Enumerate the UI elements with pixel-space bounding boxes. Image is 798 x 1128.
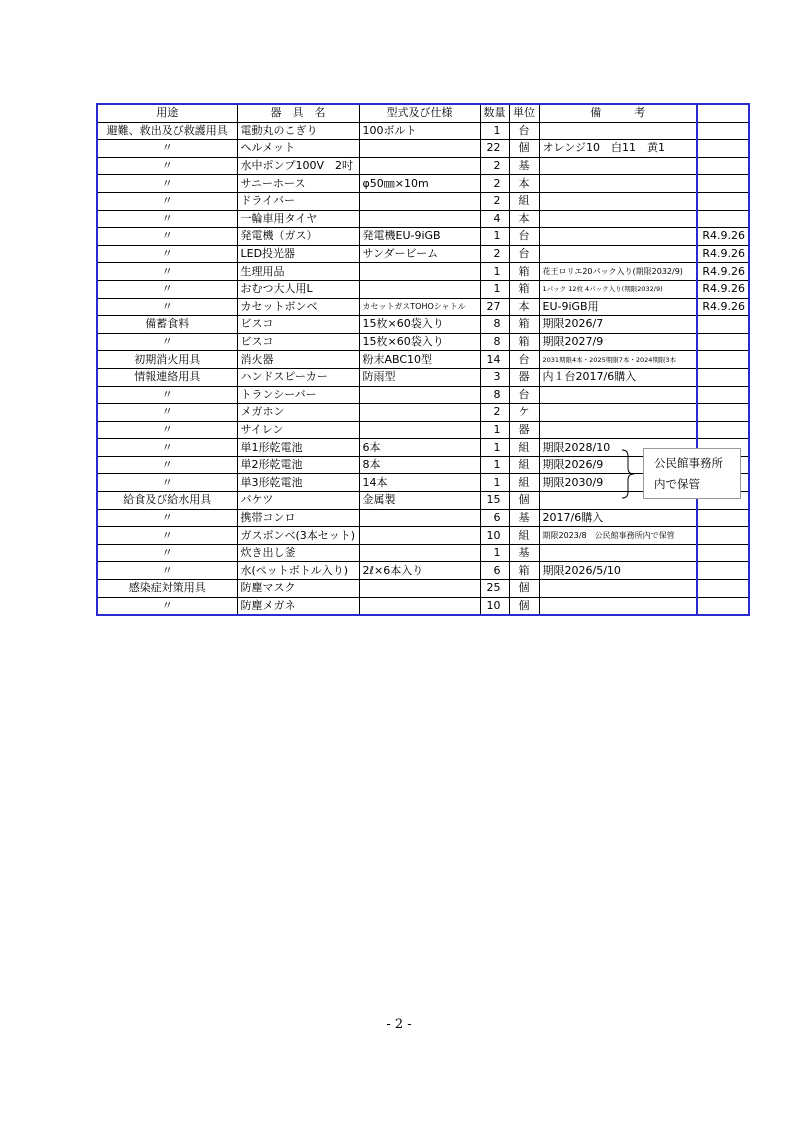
- cell-extra: [697, 140, 749, 158]
- cell-extra: R4.9.26: [697, 298, 749, 316]
- page-number: - 2 -: [386, 1017, 412, 1032]
- table-row: [97, 580, 749, 598]
- cell-use: 〃: [97, 597, 237, 615]
- cell-name: 水中ポンプ100V 2吋: [237, 157, 359, 175]
- cell-qty: 6: [480, 562, 509, 580]
- cell-unit: 器: [509, 368, 539, 386]
- cell-name: ビスコ: [237, 316, 359, 334]
- cell-qty: 8: [480, 316, 509, 334]
- cell-model: [359, 210, 480, 228]
- cell-use: 〃: [97, 157, 237, 175]
- cell-extra: [697, 368, 749, 386]
- cell-name: メガホン: [237, 404, 359, 422]
- table-row: [97, 368, 749, 386]
- cell-use: 〃: [97, 263, 237, 281]
- cell-extra: [697, 562, 749, 580]
- cell-model: [359, 263, 480, 281]
- cell-unit: 個: [509, 580, 539, 598]
- cell-note: 期限2027/9: [539, 333, 697, 351]
- table-row: [97, 280, 749, 298]
- cell-use: 〃: [97, 333, 237, 351]
- cell-use: 〃: [97, 228, 237, 246]
- cell-name: トランシーバー: [237, 386, 359, 404]
- table-row: [97, 333, 749, 351]
- table-row: [97, 192, 749, 210]
- cell-unit: 組: [509, 192, 539, 210]
- cell-use: 〃: [97, 140, 237, 158]
- cell-note: EU-9iGB用: [539, 298, 697, 316]
- cell-qty: 27: [480, 298, 509, 316]
- cell-name: おむつ大人用L: [237, 280, 359, 298]
- cell-name: ヘルメット: [237, 140, 359, 158]
- cell-qty: 2: [480, 192, 509, 210]
- table-row: [97, 175, 749, 193]
- cell-name: 防塵マスク: [237, 580, 359, 598]
- cell-qty: 2: [480, 175, 509, 193]
- cell-unit: 箱: [509, 263, 539, 281]
- table-row: [97, 562, 749, 580]
- cell-qty: 4: [480, 210, 509, 228]
- cell-use: 情報連絡用具: [97, 368, 237, 386]
- cell-extra: R4.9.26: [697, 263, 749, 281]
- cell-unit: 箱: [509, 280, 539, 298]
- header-name: 器 具 名: [237, 104, 359, 122]
- cell-use: 〃: [97, 210, 237, 228]
- cell-extra: R4.9.26: [697, 228, 749, 246]
- cell-use: 初期消火用具: [97, 351, 237, 369]
- cell-qty: 3: [480, 368, 509, 386]
- cell-model: 粉末ABC10型: [359, 351, 480, 369]
- cell-name: 単2形乾電池: [237, 456, 359, 474]
- cell-use: 〃: [97, 544, 237, 562]
- cell-note: [539, 122, 697, 140]
- cell-qty: 25: [480, 580, 509, 598]
- cell-qty: 10: [480, 527, 509, 545]
- cell-model: [359, 140, 480, 158]
- cell-unit: 台: [509, 351, 539, 369]
- table-row: [97, 544, 749, 562]
- cell-name: ビスコ: [237, 333, 359, 351]
- cell-name: 発電機（ガス）: [237, 228, 359, 246]
- table-row: [97, 157, 749, 175]
- cell-unit: 組: [509, 527, 539, 545]
- cell-use: 〃: [97, 192, 237, 210]
- cell-note: [539, 386, 697, 404]
- cell-use: 〃: [97, 456, 237, 474]
- cell-name: 消火器: [237, 351, 359, 369]
- cell-use: 〃: [97, 421, 237, 439]
- cell-qty: 1: [480, 280, 509, 298]
- cell-model: [359, 527, 480, 545]
- cell-model: サンダービーム: [359, 245, 480, 263]
- cell-model: [359, 404, 480, 422]
- cell-note: 2017/6購入: [539, 509, 697, 527]
- cell-name: サニーホース: [237, 175, 359, 193]
- cell-note: 期限2026/5/10: [539, 562, 697, 580]
- cell-use: 〃: [97, 298, 237, 316]
- cell-unit: 箱: [509, 316, 539, 334]
- cell-model: [359, 597, 480, 615]
- table-header-row: [97, 104, 749, 122]
- cell-use: 備蓄食料: [97, 316, 237, 334]
- cell-model: [359, 544, 480, 562]
- cell-note: [539, 157, 697, 175]
- cell-model: カセットガスTOHOシャトル: [359, 298, 480, 316]
- cell-note: [539, 210, 697, 228]
- cell-name: 単1形乾電池: [237, 439, 359, 457]
- cell-qty: 8: [480, 333, 509, 351]
- cell-qty: 2: [480, 157, 509, 175]
- cell-unit: 箱: [509, 562, 539, 580]
- cell-unit: 基: [509, 157, 539, 175]
- cell-unit: ケ: [509, 404, 539, 422]
- table-row: [97, 122, 749, 140]
- cell-extra: [697, 122, 749, 140]
- cell-model: 15枚×60袋入り: [359, 333, 480, 351]
- cell-unit: 個: [509, 597, 539, 615]
- cell-qty: 14: [480, 351, 509, 369]
- cell-model: 防雨型: [359, 368, 480, 386]
- cell-qty: 1: [480, 263, 509, 281]
- cell-note: 内１台2017/6購入: [539, 368, 697, 386]
- cell-qty: 1: [480, 474, 509, 492]
- cell-use: 給食及び給水用具: [97, 492, 237, 510]
- cell-unit: 本: [509, 210, 539, 228]
- cell-extra: [697, 192, 749, 210]
- cell-note: [539, 175, 697, 193]
- header-unit: 単位: [509, 104, 539, 122]
- cell-use: 避難、救出及び救護用具: [97, 122, 237, 140]
- cell-extra: R4.9.26: [697, 245, 749, 263]
- cell-model: [359, 580, 480, 598]
- cell-extra: R4.9.26: [697, 280, 749, 298]
- cell-unit: 器: [509, 421, 539, 439]
- cell-model: 発電機EU-9iGB: [359, 228, 480, 246]
- inventory-table: [96, 103, 750, 616]
- cell-use: 〃: [97, 175, 237, 193]
- cell-extra: [697, 597, 749, 615]
- cell-qty: 6: [480, 509, 509, 527]
- cell-extra: [697, 544, 749, 562]
- cell-qty: 10: [480, 597, 509, 615]
- storage-note-box: [643, 448, 741, 499]
- cell-name: 生理用品: [237, 263, 359, 281]
- table-row: [97, 245, 749, 263]
- cell-unit: 個: [509, 140, 539, 158]
- cell-note: 花王ロリエ20パック入り(期限2032/9): [539, 263, 697, 281]
- cell-use: 〃: [97, 562, 237, 580]
- cell-qty: 1: [480, 544, 509, 562]
- cell-qty: 1: [480, 456, 509, 474]
- cell-note: [539, 192, 697, 210]
- cell-name: LED投光器: [237, 245, 359, 263]
- cell-extra: [697, 157, 749, 175]
- cell-extra: [697, 351, 749, 369]
- cell-name: 防塵メガネ: [237, 597, 359, 615]
- cell-unit: 箱: [509, 333, 539, 351]
- cell-name: カセットボンベ: [237, 298, 359, 316]
- cell-unit: 個: [509, 492, 539, 510]
- cell-model: 6本: [359, 439, 480, 457]
- cell-note: 期限2030/9: [539, 474, 697, 492]
- cell-note: オレンジ10 白11 黄1: [539, 140, 697, 158]
- cell-name: ドライバー: [237, 192, 359, 210]
- cell-use: 〃: [97, 245, 237, 263]
- cell-name: 一輪車用タイヤ: [237, 210, 359, 228]
- cell-unit: 組: [509, 474, 539, 492]
- table-row: [97, 210, 749, 228]
- table-row: [97, 404, 749, 422]
- cell-use: 〃: [97, 404, 237, 422]
- cell-model: 2ℓ×6本入り: [359, 562, 480, 580]
- cell-extra: [697, 333, 749, 351]
- table-row: [97, 527, 749, 545]
- storage-note-line2: 内で保管: [654, 477, 700, 491]
- table-row: [97, 298, 749, 316]
- cell-unit: 本: [509, 175, 539, 193]
- cell-unit: 基: [509, 544, 539, 562]
- cell-name: ハンドスピーカー: [237, 368, 359, 386]
- cell-note: 期限2026/7: [539, 316, 697, 334]
- table-row: [97, 263, 749, 281]
- cell-name: ガスボンベ(3本セット): [237, 527, 359, 545]
- cell-note: [539, 245, 697, 263]
- cell-qty: 15: [480, 492, 509, 510]
- header-note: 備 考: [539, 104, 697, 122]
- cell-unit: 台: [509, 245, 539, 263]
- cell-extra: [697, 527, 749, 545]
- cell-unit: 台: [509, 122, 539, 140]
- cell-note: [539, 228, 697, 246]
- cell-note: [539, 404, 697, 422]
- header-qty: 数量: [480, 104, 509, 122]
- cell-qty: 1: [480, 439, 509, 457]
- table-row: [97, 421, 749, 439]
- cell-extra: [697, 421, 749, 439]
- cell-unit: 基: [509, 509, 539, 527]
- header-model: 型式及び仕様: [359, 104, 480, 122]
- storage-note-line1: 公民館事務所: [654, 456, 723, 470]
- cell-note: 1パック 12枚 4パック入り(期限2032/9): [539, 280, 697, 298]
- cell-use: 〃: [97, 527, 237, 545]
- table-row: [97, 140, 749, 158]
- cell-unit: 台: [509, 228, 539, 246]
- cell-extra: [697, 580, 749, 598]
- cell-note: 期限2026/9: [539, 456, 697, 474]
- cell-unit: 組: [509, 456, 539, 474]
- cell-extra: [697, 404, 749, 422]
- cell-model: 金属製: [359, 492, 480, 510]
- cell-use: 〃: [97, 474, 237, 492]
- cell-note: 期限2028/10: [539, 439, 697, 457]
- table-row: [97, 316, 749, 334]
- cell-use: 〃: [97, 386, 237, 404]
- cell-note: 期限2023/8 公民館事務所内で保管: [539, 527, 697, 545]
- cell-qty: 1: [480, 421, 509, 439]
- bracket-mark: [620, 448, 640, 500]
- cell-unit: 台: [509, 386, 539, 404]
- cell-use: 〃: [97, 509, 237, 527]
- table-row: [97, 351, 749, 369]
- cell-extra: [697, 175, 749, 193]
- table-row: [97, 386, 749, 404]
- cell-model: 14本: [359, 474, 480, 492]
- cell-model: [359, 280, 480, 298]
- cell-extra: [697, 509, 749, 527]
- cell-qty: 1: [480, 122, 509, 140]
- cell-qty: 22: [480, 140, 509, 158]
- cell-model: 8本: [359, 456, 480, 474]
- cell-name: 携帯コンロ: [237, 509, 359, 527]
- cell-qty: 1: [480, 228, 509, 246]
- cell-qty: 8: [480, 386, 509, 404]
- cell-model: 100ボルト: [359, 122, 480, 140]
- cell-name: 炊き出し釜: [237, 544, 359, 562]
- cell-name: 単3形乾電池: [237, 474, 359, 492]
- cell-extra: [697, 316, 749, 334]
- cell-name: サイレン: [237, 421, 359, 439]
- cell-note: 2031期限4本・2025期限7本・2024期限3本: [539, 351, 697, 369]
- cell-model: [359, 157, 480, 175]
- cell-model: [359, 386, 480, 404]
- cell-note: [539, 421, 697, 439]
- header-extra: [697, 104, 749, 122]
- header-use: 用途: [97, 104, 237, 122]
- cell-use: 〃: [97, 439, 237, 457]
- cell-model: [359, 192, 480, 210]
- cell-qty: 2: [480, 404, 509, 422]
- cell-note: [539, 580, 697, 598]
- table-row: [97, 509, 749, 527]
- cell-name: バケツ: [237, 492, 359, 510]
- cell-note: [539, 544, 697, 562]
- table-row: [97, 597, 749, 615]
- cell-model: 15枚×60袋入り: [359, 316, 480, 334]
- cell-extra: [697, 210, 749, 228]
- cell-name: 電動丸のこぎり: [237, 122, 359, 140]
- cell-unit: 本: [509, 298, 539, 316]
- cell-extra: [697, 386, 749, 404]
- cell-model: [359, 421, 480, 439]
- cell-qty: 2: [480, 245, 509, 263]
- cell-use: 感染症対策用具: [97, 580, 237, 598]
- cell-unit: 組: [509, 439, 539, 457]
- cell-model: [359, 509, 480, 527]
- cell-name: 水(ペットボトル入り): [237, 562, 359, 580]
- cell-model: φ50㎜×10m: [359, 175, 480, 193]
- cell-use: 〃: [97, 280, 237, 298]
- table-row: [97, 228, 749, 246]
- cell-note: [539, 597, 697, 615]
